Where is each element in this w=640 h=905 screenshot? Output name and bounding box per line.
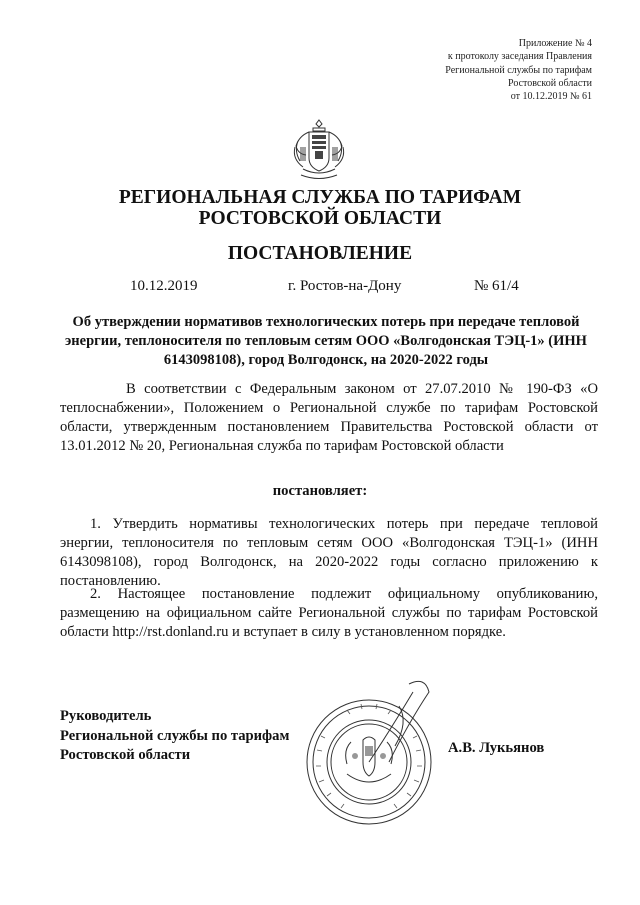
- official-seal-icon: [301, 676, 437, 830]
- annex-line: к протоколу заседания Правления: [447, 51, 592, 63]
- organization-name: РЕГИОНАЛЬНАЯ СЛУЖБА ПО ТАРИФАМ: [118, 187, 522, 208]
- annex-line: Приложение № 4: [518, 38, 592, 49]
- decree-item-1: 1. Утвердить нормативы технологических потерь при передаче тепловой энергии, теплоносителя по тепловым сетям ООО «Волгодонская ТЭЦ-1» (ИНН 6143098108), город Волгодонск, на 2020-2022 годы согласно приложению к постановлению.: [60, 516, 598, 589]
- signature-position-line: Руководитель: [60, 708, 152, 724]
- signature-position-line: Региональной службы по тарифам: [60, 727, 290, 744]
- document-date: 10.12.2019: [130, 278, 198, 294]
- decree-item-2: 2. Настоящее постановление подлежит официальному опубликованию, размещению на официальном сайте Региональной службы по тарифам Ростовской области http://rst.donland.ru и вступает в силу в установленном порядке.: [60, 586, 598, 640]
- annex-note: [445, 37, 592, 103]
- signature-position: [60, 707, 289, 766]
- document-title: Об утверждении нормативов технологических потерь при передаче тепловой энергии, теплоносителя по тепловым сетям ООО «Волгодонская ТЭЦ-1» (ИНН 6143098108), город Волгодонск, на 2020-2022 годы: [65, 314, 587, 368]
- coat-of-arms-icon: [289, 117, 349, 181]
- annex-line: Региональной службы по тарифам: [445, 64, 592, 76]
- document-number: № 61/4: [474, 278, 519, 294]
- preamble-paragraph: В соответствии с Федеральным законом от 27.07.2010 № 190-ФЗ «О теплоснабжении», Положением о Региональной службе по тарифам Ростовской области, утвержденным постановлением Правительства Ростовской области от 13.01.2012 № 20, Региональная служба по тарифам Ростовской области: [60, 381, 598, 454]
- signature-position-line: Ростовской области: [60, 747, 191, 763]
- document-type: ПОСТАНОВЛЕНИЕ: [227, 243, 413, 264]
- document-city: г. Ростов-на-Дону: [288, 278, 402, 294]
- organization-region: РОСТОВСКОЙ ОБЛАСТИ: [198, 208, 442, 229]
- signer-name: А.В. Лукьянов: [448, 740, 545, 756]
- annex-line: Ростовской области: [508, 77, 592, 89]
- annex-line: от 10.12.2019 № 61: [510, 91, 592, 103]
- decree-word: постановляет:: [272, 483, 368, 499]
